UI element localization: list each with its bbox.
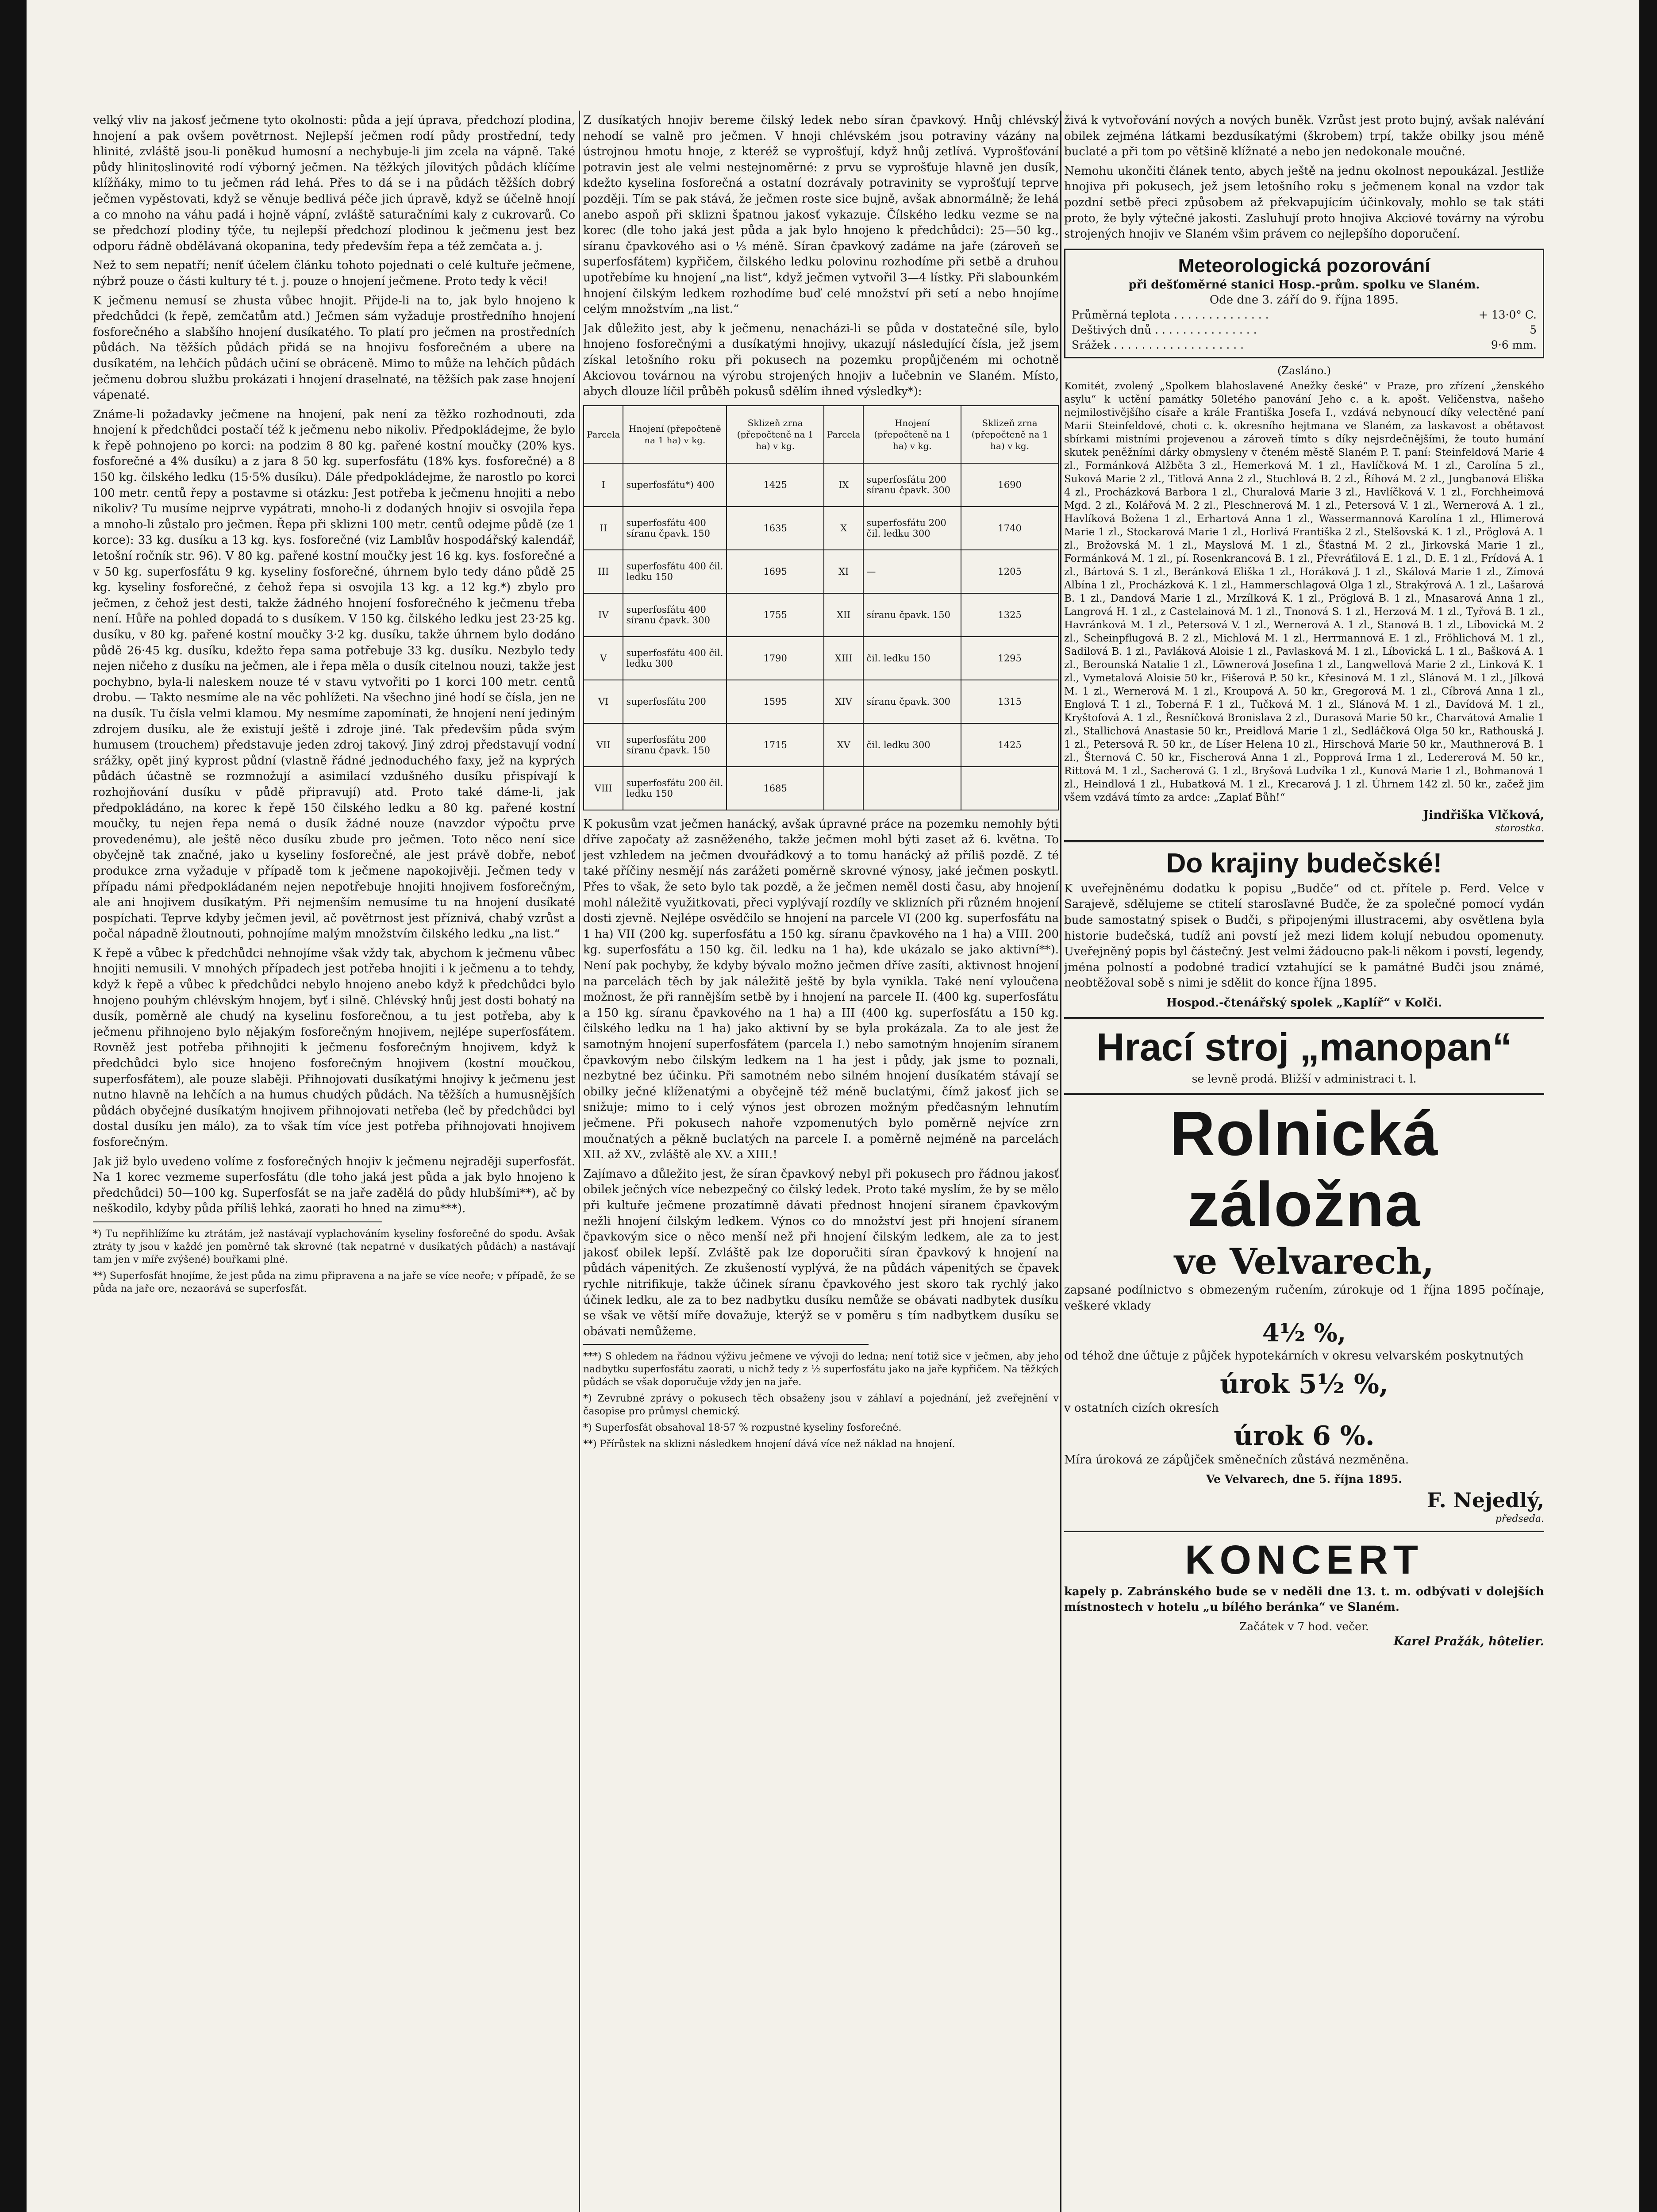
yield-cell: 1690 (961, 463, 1058, 507)
table-header-yield: Sklizeň zrna (přepočteně na 1 ha) v kg. (727, 406, 824, 463)
footnote: *) Superfosfát obsahoval 18·57 % rozpustné kyseliny fosforečné. (583, 1422, 902, 1434)
meteorology-value: 5 (1530, 323, 1537, 336)
ad-koncert-text: kapely p. Zabránského bude se v neděli dne 13. t. m. odbývati v dolejších místnostech v hotelu „u bílého beránka“ ve Slaném. (1064, 1585, 1544, 1614)
ad-koncert-start: Začátek v 7 hod. večer. (1239, 1620, 1369, 1633)
parcel-cell: IX (824, 463, 863, 507)
meteorology-row (1072, 338, 1537, 353)
fertilization-cell: superfosfátu 200 (623, 680, 727, 723)
yield-cell: 1755 (727, 593, 824, 637)
table-row (584, 767, 1058, 810)
ad-zalozna-dateline: Ve Velvarech, dne 5. října 1895. (1206, 1472, 1402, 1486)
ad-zalozna-place: ve Velvarech, (1174, 1240, 1434, 1282)
footnote: *) Zevrubné zprávy o pokusech těch obsaženy jsou v záhlaví a pojednání, jež zveřejnění v časopise pro průmysl chemický. (583, 1393, 1059, 1417)
ad-zalozna-rate: úrok 5½ %, (1220, 1368, 1388, 1400)
ad-zalozna-text: od téhož dne účtuje z půjček hypotekárních v okresu velvarském poskytnutých (1064, 1349, 1524, 1363)
yield-cell: 1325 (961, 593, 1058, 637)
parcel-cell: XI (824, 550, 863, 593)
table-body (584, 463, 1058, 810)
parcel-cell: II (584, 507, 623, 550)
ad-budec-title: Do krajiny budečské! (1166, 848, 1442, 879)
fertilization-cell: superfosfátu 200 síranu čpavk. 150 (623, 723, 727, 767)
yield-cell: 1715 (727, 723, 824, 767)
ad-zalozna-signer-role: předseda. (1495, 1513, 1544, 1525)
yield-cell: 1635 (727, 507, 824, 550)
fertilization-cell: superfosfátu 400 síranu čpavk. 300 (623, 593, 727, 637)
paragraph: živá k vytvořování nových a nových buněk. Vzrůst jest proto bujný, avšak nalévání obilek zejména látkami bezdusíkatými (škrobem) trpí, takže obilky jsou méně buclaté a při tom po většině klížnaté a nebo jen nedokonale moučné. (1064, 114, 1544, 159)
fertilization-cell: — (863, 550, 961, 593)
experiment-results-table (583, 405, 1059, 810)
yield-cell: 1685 (727, 767, 824, 810)
footnote: **) Přírůstek na sklizni následkem hnojení dává více než náklad na hnojení. (583, 1439, 955, 1450)
meteorology-label: Srážek . . . . . . . . . . . . . . . . . . . (1072, 338, 1244, 351)
fertilization-cell: superfosfátu 200 čil. ledku 150 (623, 767, 727, 810)
ad-budec-text: K uveřejněnému dodatku k popisu „Budče“ od ct. přítele p. Ferd. Velce v Sarajevě, sdělujeme se ctitelí starosľavné Budče, že za společné pomocí vydán bude samostatný spisek o Budči, s připojenými illustracemi, aby osvětlena byla historie budečská, tudíž ani povstí jež mezi lidem kolují nebudou opomenuty. Uveřejněný popis byl částečný. Jest velmi žádoucno pak-li někom i povstí, legendy, jména polností a podobné tradicí vztahující se k památné Budči jsou známé, neobtěžoval sobě s nimi je sdělit do konce října 1895. (1064, 882, 1544, 990)
parcel-cell: VIII (584, 767, 623, 810)
parcel-cell: VI (584, 680, 623, 723)
footnote: ***) S ohledem na řádnou výživu ječmene ve vývoji do ledna; není totiž sice v ječmen, aby jeho nadbytku superfosfátu zaorati, u nichž tedy z ½ superfosfátu jako na jaře kypřičem. Na těžkých půdách se však doporučuje vždy jen na jaře. (583, 1351, 1059, 1388)
column-rule-2 (1060, 111, 1061, 2212)
fertilization-cell: superfosfátu 400 čil. ledku 300 (623, 637, 727, 680)
submitted-label: (Zasláno.) (1277, 364, 1331, 377)
table-row (584, 593, 1058, 637)
footnote: *) Tu nepřihlížíme ku ztrátám, jež nastávají vyplachováním kyseliny fosforečné do spodu. Avšak ztráty ty jsou v každé jen poměrně tak skrovné (tak nepatrné v dusíkatých půdách) a nastávají tam jen v míře zvýšené) bouřkami plné. (93, 1228, 575, 1265)
article-column-1 (93, 113, 575, 2212)
article-column-2 (583, 113, 1059, 2212)
parcel-cell (824, 767, 863, 810)
fertilization-cell: superfosfátu 400 čil. ledku 150 (623, 550, 727, 593)
table-row (584, 723, 1058, 767)
fertilization-cell: superfosfátu 200 síranu čpavk. 300 (863, 463, 961, 507)
footnote: **) Superfosfát hnojíme, že jest půda na zimu připravena a na jaře se více neoře; v případě, že se půda na jaře ore, nezaorává se superfosfát. (93, 1270, 575, 1294)
fertilization-cell (863, 767, 961, 810)
ad-zalozna-text: zapsané podílnictvo s obmezeným ručením, zúrokuje od 1 října 1895 počínaje, veškeré vklady (1064, 1283, 1544, 1313)
paragraph: Z dusíkatých hnojiv bereme čilský ledek nebo síran čpavkový. Hnůj chlévský nehodí se valně pro ječmen. V hnoji chlévském jsou potraviny vázány na ústrojnou hmotu hnoje, z kteréž se vyprošťují, když hnůj zetlívá. Vyprošťování potravin jest ale velmi nestejnoměrné: z prvu se vyprošťuje hlavně jen dusík, kdežto kyselina fosforečná a ostatní dozrávaly potravinity se vyprošťují teprve později. Tím se pak stává, že ječmen roste sice bujně, avšak abnormálně; že lehá anebo aspoň při sklizni špatnou jakosť vykazuje. Čílského ledku vezme se na korec (dle toho jaká jest půda a jak bylo hnojeno k předchůdci): 25—50 kg., síranu čpavkového asi o ⅓ méně. Síran čpavkový zadáme na jaře (zároveň se superfosfátem) kypřičem, čilského ledku polovinu rozhodíme při setbě a druhou upotřebíme ku hnojení „na list“, když ječmen vytvořil 3—4 lístky. Při slabounkém hnojení čilským ledkem rozhodíme buď celé množství při setí a nebo hnojíme celým množstvím „na list.“ (583, 114, 1059, 316)
yield-cell: 1740 (961, 507, 1058, 550)
committee-thanks-text: Komitét, zvolený „Spolkem blahoslavené Anežky české“ v Praze, pro zřízení „ženského asylu“ k uctění památky 50letého panování Jeho c. a k. apošt. Veličenstva, našeho nejmilostivějšího císaře a krále Františka Josefa I., vzdává nebynoucí díky velectěné paní Marii Steinfeldové, choti c. k. okresního hejtmana ve Slaném, za laskavost a obětavost sbírkami mistními projevenou a zároveň tímto s díky nejsrdečnějšími, že touto humání skutek peněžními dárky obmysleny v čteném městě Slaném P. T. paní: Steinfeldová Marie 4 zl., Formánková Alžběta 3 zl., Hemerková M. 1 zl., Havlíčková M. 1 zl., Carolína 5 zl., Suková Marie 2 zl., Titlová Anna 2 zl., Stuchlová B. 2 zl., Říhová M. 2 zl., Jungbanová Eliška 4 zl., Procházková Barbora 1 zl., Churalová Marie 3 zl., Havlíčková V. 1 zl., Forchheimová Mgd. 2 zl., Kolářová M. 2 zl., Pleschnerová M. 1 zl., Petersová V. 1 zl., Wernerová A. 1 zl., Havlíková Božena 1 zl., Erhartová Anna 1 zl., Wassermannová Karolína 1 zl., Hlimerová Marie 1 zl., Stockarová Marie 1 zl., Horlivá Františka 2 zl., Stelšovská K. 1 zl., Pröglová A. 1 zl., Brožovská M. 1 zl., Mayslová M. 1 zl., Šťastná M. 2 zl., Jirkovská Marie 1 zl., Formánková M. 1 zl., pí. Rosenkrancová B. 1 zl., Převráťilová E. 1 zl., D. E. 1 zl., Frídová A. 1 zl., Bártová S. 1 zl., Beránková Eliška 1 zl., Horáková J. 1 zl., Skálová Marie 1 zl., Zímová Albína 1 zl., Procházková K. 1 zl., Hammerschlagová Olga 1 zl., Strakýrová A. 1 zl., Lašarová B. 1 zl., Dandová Marie 1 zl., Mrzílková K. 1 zl., Pröglová B. 1 zl., Mnasarová Anna 1 zl., Langrová H. 1 zl., z Castelainová M. 1 zl., Tnonová S. 1 zl., Herzová M. 1 zl., Tyřová B. 1 zl., Havránková M. 1 zl., Petersová V. 1 zl., Wernerová A. 1 zl., Stanová B. 1 zl., Líbovická M. 2 zl., Scheinpflugová B. 2 zl., Michlová M. 1 zl., Herrmannová E. 1 zl., Fröhlichová M. 1 zl., Sadilová B. 1 zl., Pavláková Aloisie 1 zl., Pavlasková M. 1 zl., Líbovická L. 1 zl., Bašková A. 1 zl., Berounská Natalie 1 zl., Löwnerová Josefina 1 zl., Langwellová Marie 2 zl., Linková K. 1 zl., Vymetalová Aloisie 50 kr., Fišerová P. 50 kr., Křesinová M. 1 zl., Slánová M. 1 zl., Jílková M. 1 zl., Wernerová M. 1 zl., Kroupová A. 50 kr., Gregorová M. 1 zl., Cíbrová Anna 1 zl., Englová T. 1 zl., Toberná F. 1 zl., Tučková M. 1 zl., Slánová M. 1 zl., Davídová M. 1 zl., Kryštofová A. 1 zl., Řesníčková Bronislava 2 zl., Durasová Marie 50 kr., Charvátová Amalie 1 zl., Stallichová Anastasie 50 kr., Preidlová Marie 1 zl., Sedláčková Olga 50 kr., Rathouská J. 1 zl., Petersová R. 50 kr., de Líser Helena 10 zl., Hirschová Marie 50 kr., Mauthnerová B. 1 zl., Šternová C. 50 kr., Fischerová Anna 1 zl., Popprová Irma 1 zl., Ledererová M. 50 kr., Rittová M. 1 zl., Sacherová G. 1 zl., Bryšová Ludvíka 1 zl., Kunová Marie 1 zl., Bohmanová 1 zl., Heindlová 1 zl., Hubatková M. 1 zl., Krecarová J. 1 zl. Úhrnem 142 zl. 50 kr., začež jim všem vzdává tímto za ardce: „Zaplať Bůh!“ (1064, 380, 1544, 803)
meteorology-value: + 13·0° C. (1478, 308, 1537, 321)
footnote-divider (93, 1221, 382, 1222)
ad-zalozna-text: Míra úroková ze zápůjček směnečních zůstává nezměněna. (1064, 1453, 1409, 1467)
ad-zalozna-text: v ostatních cizích okresích (1064, 1401, 1219, 1415)
parcel-cell: X (824, 507, 863, 550)
meteorology-subtitle: při dešťoměrné stanici Hosp.-prům. spolku ve Slaném. (1128, 278, 1480, 292)
table-header-fertilization: Hnojení (přepočteně na 1 ha) v kg. (623, 406, 727, 463)
meteorology-box (1064, 249, 1544, 358)
parcel-cell: V (584, 637, 623, 680)
paragraph: velký vliv na jakosť ječmene tyto okolnosti: půda a její úprava, předchozí plodina, hnojení a pak ovšem povětrnost. Nejlepší ječmen rodí půdy prostřední, tedy hlinité, zvláště jsou-li poněkud humosní a nechybuje-li jim zcela na vápně. Také půdy hlinitoslinovité rodí výborný ječmen. Na těžkých jílovitých půdách klíčíme klížňáky, mimo to tu ječmen rád lehá. Přes to dá se i na půdách těžších dobrý ječmen vypěstovati, když se věnuje bedlivá péče jich úpravě, když se účelně hnojí a co mnoho na váhu padá i hojně vápní, zvláště saturačními kaly z cukrovarů. Co se předchozí plodiny týče, tu nejlepší předchozí plodinou k ječmenu jest bez odporu řádně obdělávaná okopanina, tedy především řepa a též zemčata a. j. (93, 114, 575, 253)
ad-divider (1064, 840, 1544, 842)
fertilization-cell: superfosfátu 400 síranu čpavk. 150 (623, 507, 727, 550)
yield-cell: 1425 (961, 723, 1058, 767)
fertilization-cell: čil. ledku 150 (863, 637, 961, 680)
paragraph: K pokusům vzat ječmen hanácký, avšak úpravné práce na pozemku nemohly býti dříve započaty až zasněženého, takže ječmen mohl býti zaset až 6. května. To jest vzhledem na ječmen dvouřádkový a to tomu hanácký až příliš pozdě. Z té také příčiny nesmějí nás zarážeti poměrně skrovné výnosy, jaké ječmen poskytl. Přes to však, že seto bylo tak pozdě, a že ječmen neměl dosti času, aby hnojení mohl náležitě využitkovati, přeci vyplývají rozdíly ve sklizních při různém hnojení dosti zjevně. Nejlépe osvědčilo se hnojení na parcele VI (200 kg. superfosfátu na 1 ha) VII (200 kg. superfosfátu a 150 kg. síranu čpavkového na 1 ha) a VIII. 200 kg. superfosfátu a 150 kg. čil. ledku na 1 ha), kde ukázalo se jako aktivní**). Není pak pochyby, že kdyby bývalo možno ječmen dříve zasíti, aktivnost hnojení na parcelách těch by jak náležitě ještě by byla vynikla. Také není vyloučena možnost, že při rannějším setbě by i hnojení na parcele II. (400 kg. superfosfátu a 150 kg. síranu čpavkového na 1 ha) a III (400 kg. superfosfátu a 150 kg. čilského ledku na 1 ha) jako aktivní by se byla prokázala. Za to ale jest že samotným hnojení superfosfátem (parcela I.) nebo samotným hnojením síranem čpavkovým nebo čilským ledkem na 1 ha jest i půdy, jak jsme to poznali, nezbytné bez účinku. Při samotném nebo silném hnojení dusíkatém stávají se obilky ječné klíženatými a obyčejně též méně buclatými, čímž jakosť jich se snižuje; mimo to i celý výnos jest obrozen možným předčasným lehnutím ječmene. Při pokusech nahoře vzpomenutých bylo poměrně nejvíce zrn moučnatých a pěkně buclatých na parcele I. a poměrně nejméně na parcelách XII. až XV., zvláště ale XV. a XIII.! (583, 817, 1059, 1162)
meteorology-period: Ode dne 3. září do 9. října 1895. (1209, 293, 1399, 307)
table-row (584, 680, 1058, 723)
yield-cell: 1790 (727, 637, 824, 680)
meteorology-title: Meteorologická pozorování (1178, 254, 1430, 276)
yield-cell: 1295 (961, 637, 1058, 680)
fertilization-cell: síranu čpavk. 150 (863, 593, 961, 637)
table-row (584, 463, 1058, 507)
paragraph: K řepě a vůbec k předchůdci nehnojíme však vždy tak, abychom k ječmenu vůbec hnojiti nemusili. V mnohých případech jest potřeba hnojiti i k ječmenu a to tehdy, když k řepě a vůbec k předchůdci nebylo hnojeno anebo když k předchůdci bylo hnojeno pouhým chlévským hnojem, byť i silně. Chlévský hnůj jest dosti bohatý na dusík, poměrně ale chudý na kyselinu fosforečnou, a tu jest potřeba, aby k ječmenu přihnojeno bylo nějakým fosforečným hnojivem, nejlépe superfosfátem. Rovněž jest potřeba přihnojiti k ječmenu fosforečným hnojivem, když k předchůdci bylo sice hnojeno fosforečným hnojivem (kostní moučkou, superfosfátem), ale pouze slaběji. Přihnojovati dusíkatými hnojivy k ječmenu jest nutno hlavně na lehčích a na humus chudých půdách. Na těžších a humusnějších půdách obyčejné dusíkatým hnojivem přihnojovati netřeba (leč by předchůdci byl dostal dusíku jen málo), za to však tím více jest potřeba přihnojovati hnojivem fosforečným. (93, 946, 575, 1149)
meteorology-value: 9·6 mm. (1491, 338, 1537, 351)
footnote-divider (583, 1344, 869, 1345)
scan-border-right (1639, 0, 1657, 2212)
fertilization-cell: čil. ledku 300 (863, 723, 961, 767)
paragraph: Jak již bylo uvedeno volíme z fosforečných hnojiv k ječmenu nejraději superfosfát. Na 1 korec vezmeme superfosfátu (dle toho jaká jest půda a jak bylo hnojeno k předchůdci) 50—100 kg. Superfosfát se na jaře zadělá do půdy hlubšími**), ač by neškodilo, kdyby půda příliš lehká, zaorati ho hned na zimu***). (93, 1155, 575, 1216)
ad-divider (1064, 1017, 1544, 1019)
table-header-yield: Sklizeň zrna (přepočteně na 1 ha) v kg. (961, 406, 1058, 463)
meteorology-label: Průměrná teplota . . . . . . . . . . . . . . (1072, 308, 1269, 321)
fertilization-cell: síranu čpavk. 300 (863, 680, 961, 723)
table-row (584, 507, 1058, 550)
column-rule-1 (579, 111, 580, 2212)
parcel-cell: I (584, 463, 623, 507)
ad-zalozna-rate: úrok 6 %. (1234, 1421, 1375, 1452)
ad-zalozna-rate: 4½ %, (1262, 1318, 1346, 1348)
yield-cell: 1595 (727, 680, 824, 723)
paragraph: Nemohu ukončiti článek tento, abych ještě na jednu okolnost nepoukázal. Jestliže hnojiva při pokusech, jež jsem letošního roku s ječmenem konal na vzdor tak pozdní setbě přeci způsobem až překvapujícím účinkovaly, mohlo se tak státi proto, že byly výtečné jakosti. Zasluhují proto hnojiva Akciové továrny na výrobu strojených hnojiv ve Slaném všim právem co nejlepšího doporučení. (1064, 164, 1544, 241)
table-row (584, 637, 1058, 680)
meteorology-label: Deštivých dnů . . . . . . . . . . . . . . . (1072, 323, 1257, 336)
parcel-cell: IV (584, 593, 623, 637)
parcel-cell: XV (824, 723, 863, 767)
signature-role: starostka. (1495, 822, 1544, 834)
yield-cell: 1425 (727, 463, 824, 507)
column-3 (1064, 113, 1544, 2212)
parcel-cell: XIII (824, 637, 863, 680)
paragraph: Jak důležito jest, aby k ječmenu, nenacházi-li se půda v dostatečné síle, bylo hnojeno fosforečnými a dusíkatými hnojivy, ukazují následující čísla, jež jsem získal letošního roku při pokusech na pozemku propůjčeném mi ochotně Akciovou továrnou na výrobu strojených hnojiv a lučebnin ve Slaném. Místo, abych dlouze líčil průběh pokusů sdělím ihned výsledky*): (583, 322, 1059, 399)
parcel-cell: III (584, 550, 623, 593)
yield-cell: 1315 (961, 680, 1058, 723)
paragraph: Než to sem nepatří; neníť účelem článku tohoto pojednati o celé kultuře ječmene, nýbrž pouze o části kultury té t. j. pouze o hnojení ječmene. Proto tedy k věci! (93, 259, 575, 288)
parcel-cell: XIV (824, 680, 863, 723)
ad-manopan-title: Hrací stroj „manopan“ (1096, 1025, 1512, 1069)
scan-border-left (0, 0, 27, 2212)
ad-manopan-text: se levně prodá. Bližší v administraci t. l. (1192, 1072, 1417, 1085)
yield-cell (961, 767, 1058, 810)
table-header-fertilization: Hnojení (přepočteně na 1 ha) v kg. (863, 406, 961, 463)
yield-cell: 1695 (727, 550, 824, 593)
ad-zalozna-title: Rolnická záložna (1169, 1098, 1439, 1240)
meteorology-row (1072, 307, 1537, 323)
parcel-cell: XII (824, 593, 863, 637)
table-row (584, 550, 1058, 593)
meteorology-row (1072, 323, 1537, 338)
ad-koncert-title: KONCERT (1064, 1531, 1544, 1584)
yield-cell: 1205 (961, 550, 1058, 593)
ad-koncert-signer: Karel Pražák, hôtelier. (1393, 1635, 1544, 1649)
paragraph: K ječmenu nemusí se zhusta vůbec hnojit. Přijde-li na to, jak bylo hnojeno k předchůdci (k řepě, zemčatům atd.) Ječmen sám vyžaduje prostředního hnojení fosforečného a slabšího hnojení dusíkatého. To platí pro ječmen na prostředních půdách. Na těžších půdách přidá se na hnojivu fosforečném a ubere na dusíkatém, na lehčích půdách učiní se obráceně. Mimo to může na lehčích půdách ječmenu dobrou službu prokázati i hnojení draselnaté, na těžších pak zase hnojení vápenaté. (93, 294, 575, 402)
signature-name: Jindřiška Vlčková, (1423, 808, 1544, 822)
ad-zalozna-signer: F. Nejedlý, (1426, 1488, 1544, 1512)
paragraph: Známe-li požadavky ječmene na hnojení, pak není za těžko rozhodnouti, zda hnojení k předchůdci postačí též k ječmenu nebo nikoliv. Předpokládejme, že bylo k řepě pohnojeno po korci: na podzim 8 80 kg. pařené kostní moučky (20% kys. fosforečné a 4% dusíku) a z jara 8 50 kg. superfosfátu (18% kys. fosforečné) a 8 150 kg. čilského ledku (15·5% dusíku). Dále předpokládejme, že narostlo po korci 100 metr. centů řepy a postavme si otázku: Jest potřeba k ječmenu hnojiti a nebo nikoliv? Tu musíme nejprve vypátrati, mnoho-li z dodaných hnojiv si osvojila řepa a mnoho-li zůstalo pro ječmen. Řepa při sklizni 100 metr. centů odejme půdě (ze 1 korce): 33 kg. dusíku a 13 kg. kys. fosforečné (viz Lamblův hospodářský kalendář, letošní ročník str. 96). V 80 kg. pařené kostní moučky jest 16 kg. kys. fosforečné a v 50 kg. superfosfátu 9 kg. kyseliny fosforečné, úhrnem bylo tedy dáno půdě 25 kg. kyseliny fosforečné, z čehož řepa si osvojila 13 kg. a 12 kg.*) zbylo pro ječmen, z čehož jest desti, takže žádného hnojení fosforečného k ječmenu třeba není. Hůře na pohled dopadá to s dusíkem. V 150 kg. čilského ledku jest 23·25 kg. dusíku, v 80 kg. pařené kostní moučky 3·2 kg. dusíku, takže úhrnem bylo dodáno půdě 26·45 kg. dusíku, kdežto řepa sama potřebuje 33 kg. dusíku. Nezbylo tedy nejen ničeho z dusíku na ječmen, ale i řepa měla o dusík citelnou nouzi, takže jest pochybno, byla-li naleskem nouze té v stavu vytvořiti po 1 korci 100 metr. centů drobu. — Takto nesmíme ale na věc pohlížeti. Na všechno jiné hodí se čísla, jen ne na dusík. Tu čísla velmi klamou. My nesmíme zapomínati, že hnojení není jediným zdrojem dusíku, ale že existují ještě i zdroje jiné. Tak především půda svým humusem (trouchem) představuje jeden zdroj takový. Jiný zdroj představují vodní srážky, opět jiný kyprost půdní (vlastně řádné jednoduchého faxy, jež na kyprých půdách účastně se rozmnožují a asimilací vzdušného dusíku přispívají k rozhojňování dusíku v půdě připravují) atd. Proto také dáme-li, jak předpokládáno, na korec k řepě 150 čilského ledku a 80 kg. pařené kostní moučky, tu nejen řepa nemá o dusík žádné nouze (navzdor výpočtu prve provedenému), ale ještě něco dusíku zbude pro ječmen. Toto něco není sice obyčejně tak značné, jako u kyseliny fosforečné, ale jest právě dobře, neboť produkce zrna vyžaduje v případě tom k ječmene napokojivěji. Ječmen tedy v případu námi předpokládaném nejen nepotřebuje hnojiti hnojivem fosforečným, ale ani hnojivem dusíkatým. Při nejmenším nemusíme tu na hnojení dusíkaté pospíchati. Teprve kdyby ječmen jevil, ač povětrnost jest příznivá, chabý vzrůst a počal nápadně žloutnouti, pohnojíme malým množstvím čilského ledku „na list.“ (93, 407, 575, 941)
ad-divider (1064, 1093, 1544, 1095)
parcel-cell: VII (584, 723, 623, 767)
ad-budec-signer: Hospod.-čtenářský spolek „Kaplíř“ v Kolči. (1166, 996, 1442, 1010)
table-header-parcel: Parcela (584, 406, 623, 463)
fertilization-cell: superfosfátu 200 čil. ledku 300 (863, 507, 961, 550)
paragraph: Zajímavo a důležito jest, že síran čpavkový nebyl při pokusech pro řádnou jakosť obilek ječných více nebezpečný co čilský ledek. Proto také myslím, že by se mělo při kultuře ječmene prozatímně dávati přednost hnojení síranem čpavkovým nežli hnojení čilským ledkem. Výnos co do množství jest při hnojení síranem čpavkovým sice o něco menší než při hnojení čilským ledkem, ale za to jest jakosť obilek lepší. Zvláště pak lze doporučiti síran čpavkový k hnojení na půdách vápenitých. Ze zkušeností vyplývá, že na půdách vápenitých se čpavek rychle nitrifikuje, takže účinek síranu čpavkového jest skoro tak rychlý jako účinek ledku, ale za to bez nadbytku dusíku nemůže se obávati nadbytek dusíku se však ve větší míře dovažuje, kterýž se v poměru s tím nadbytkem dusíku se obávati nemůžeme. (583, 1167, 1059, 1338)
fertilization-cell: superfosfátu*) 400 (623, 463, 727, 507)
table-header-parcel: Parcela (824, 406, 863, 463)
